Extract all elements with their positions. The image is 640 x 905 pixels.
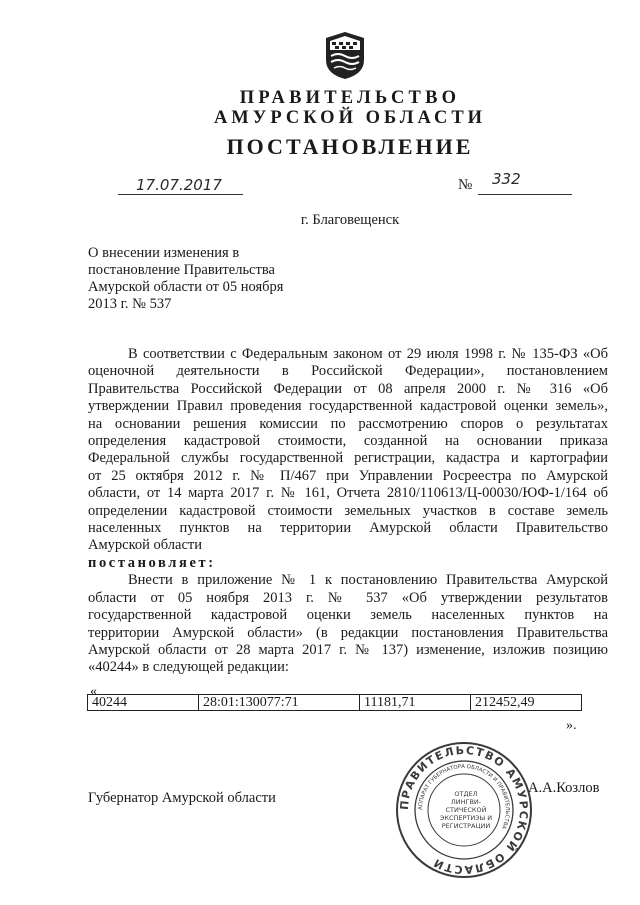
preamble-line: утверждении Правил проведения государственной кадастровой оценки земель», [88,398,608,415]
decision-line: «40244» в следующей редакции: [88,659,289,676]
document-date: 17.07.2017 [136,176,222,194]
seal-center-line: ОТДЕЛ [454,790,478,798]
signatory-position: Губернатор Амурской области [88,790,276,806]
preamble-line: от 25 октября 2012 г. № П/467 при Управлении Росреестра по Амурской [88,467,608,484]
issuer-line-1: ПРАВИТЕЛЬСТВО [239,88,461,108]
seal-center-line: ЭКСПЕРТИЗЫ И [439,814,493,822]
area-cell: 11181,71 [360,695,471,711]
seal-inner-text: АППАРАТ ГУБЕРНАТОРА ОБЛАСТИ И ПРАВИТЕЛЬСТВА [417,763,511,830]
decision-line: государственной кадастровой оценки земель населенных пунктов на [88,607,608,624]
quote-open: « [90,684,97,699]
decision-line: Внести в приложение № 1 к постановлению Правительства Амурской [128,572,608,589]
subject-line: 2013 г. № 537 [88,296,172,312]
seal-center-line: ЛИНГВИ- [450,798,482,806]
number-underline [478,194,572,195]
table-row [88,695,582,711]
issuer-line-2: АМУРСКОЙ ОБЛАСТИ [213,108,487,128]
position-number-cell: 40244 [88,695,199,711]
number-sign: № [458,177,473,193]
decision-line: области от 05 ноября 2013 г. № 537 «Об утверждении результатов [88,589,608,606]
resolves-heading: постановляет: [88,554,216,571]
position-table [87,694,582,711]
official-round-seal [394,740,534,880]
subject-line: Амурской области от 05 ноября [88,279,284,295]
preamble-line: определения кадастровой стоимости, созданной на основании приказа [88,433,608,450]
document-body [88,346,608,677]
seal-center-line: СТИЧЕСКОЙ [445,806,487,814]
seal-outer-text: ПРАВИТЕЛЬСТВО АМУРСКОЙ ОБЛАСТИ [397,743,531,877]
city: г. Благовещенск [300,212,400,228]
preamble-line: Амурской области [88,537,202,554]
coat-of-arms-emblem [322,30,368,80]
decision-line: территории Амурской области» (в редакции постановления Правительства [88,624,608,641]
document-number: 332 [492,170,521,188]
subject-line: постановление Правительства [88,262,275,278]
preamble-line: оценочной деятельности в Российской Федерации», постановлением [88,363,608,380]
decision-line: Амурской области от 28 марта 2017 г. № 137) изменение, изложив позицию [88,641,608,658]
preamble-line: области, от 14 марта 2017 г. № 161, Отчета 2810/110613/Ц-00030/ЮФ-1/164 об [88,485,608,502]
signatory-name: А.А.Козлов [528,780,600,796]
seal-center-line: РЕГИСТРАЦИИ [441,822,491,830]
preamble-line: населенных пунктов на территории Амурской области Правительство [88,520,608,537]
preamble-line: Федеральной службы государственной регистрации, кадастра и картографии [88,450,608,467]
cadastral-number-cell: 28:01:130077:71 [199,695,360,711]
date-underline [118,194,243,195]
preamble-line: В соответствии с Федеральным законом от 29 июля 1998 г. № 135-ФЗ «Об [128,346,608,362]
quote-close: ». [566,718,577,733]
preamble-line: на основании решения комиссии по рассмотрению споров о результатах [88,415,608,432]
document-subject [88,245,283,313]
preamble-line: Правительства Российской Федерации от 08 апреля 2000 г. № 316 «Об [88,380,608,397]
cadastral-value-cell: 212452,49 [471,695,582,711]
preamble-line: определении кадастровой стоимости земельных участков в составе земель [88,502,608,519]
subject-line: О внесении изменения в [88,245,240,261]
document-type: ПОСТАНОВЛЕНИЕ [226,134,474,159]
